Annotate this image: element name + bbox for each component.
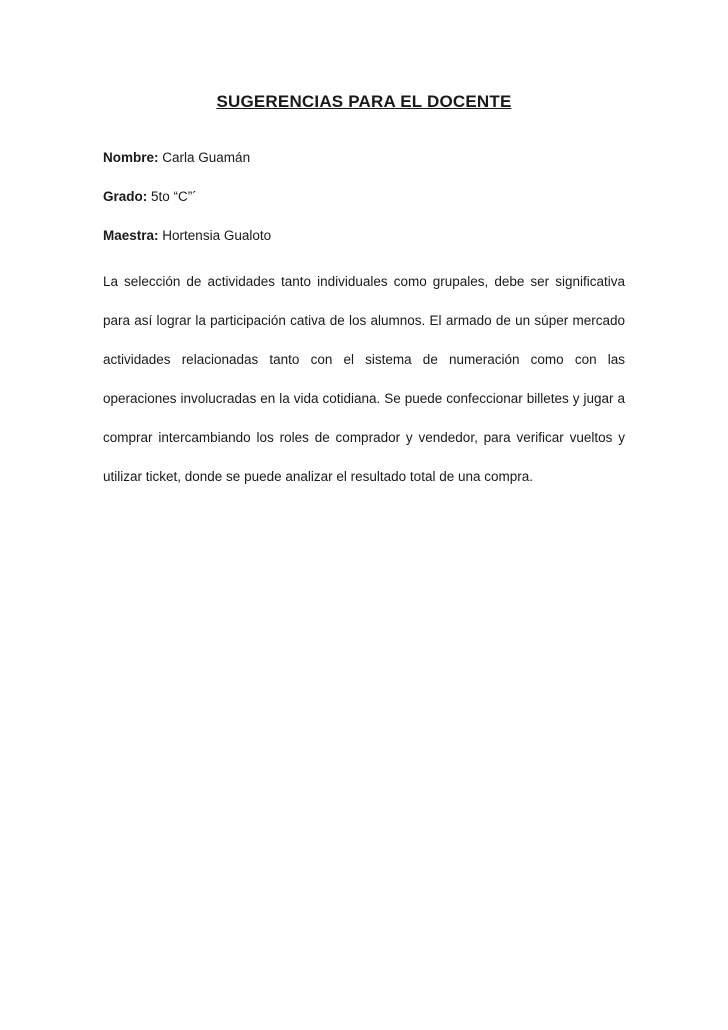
field-nombre (103, 149, 250, 167)
document-title: SUGERENCIAS PARA EL DOCENTE (216, 92, 512, 111)
field-grado-label: Grado: (103, 189, 148, 204)
body-paragraph: La selección de actividades tanto individuales como grupales, debe ser significativa para así lograr la participación cativa de los alumnos. El armado de un súper mercado actividades relacionadas tanto con el sistema de numeración como con las operaciones involucradas en la vida cotidiana. Se puede confeccionar billetes y jugar a comprar intercambiando los roles de comprador y vendedor, para verificar vueltos y utilizar ticket, donde se puede analizar el resultado total de una compra. (103, 274, 625, 484)
field-grado (103, 188, 197, 206)
field-maestra-label: Maestra: (103, 228, 159, 243)
field-maestra-value: Hortensia Gualoto (162, 228, 272, 243)
field-grado-value: 5to “C”´ (151, 189, 197, 204)
field-maestra (103, 227, 271, 245)
field-nombre-label: Nombre: (103, 150, 159, 165)
field-nombre-value: Carla Guamán (162, 150, 251, 165)
